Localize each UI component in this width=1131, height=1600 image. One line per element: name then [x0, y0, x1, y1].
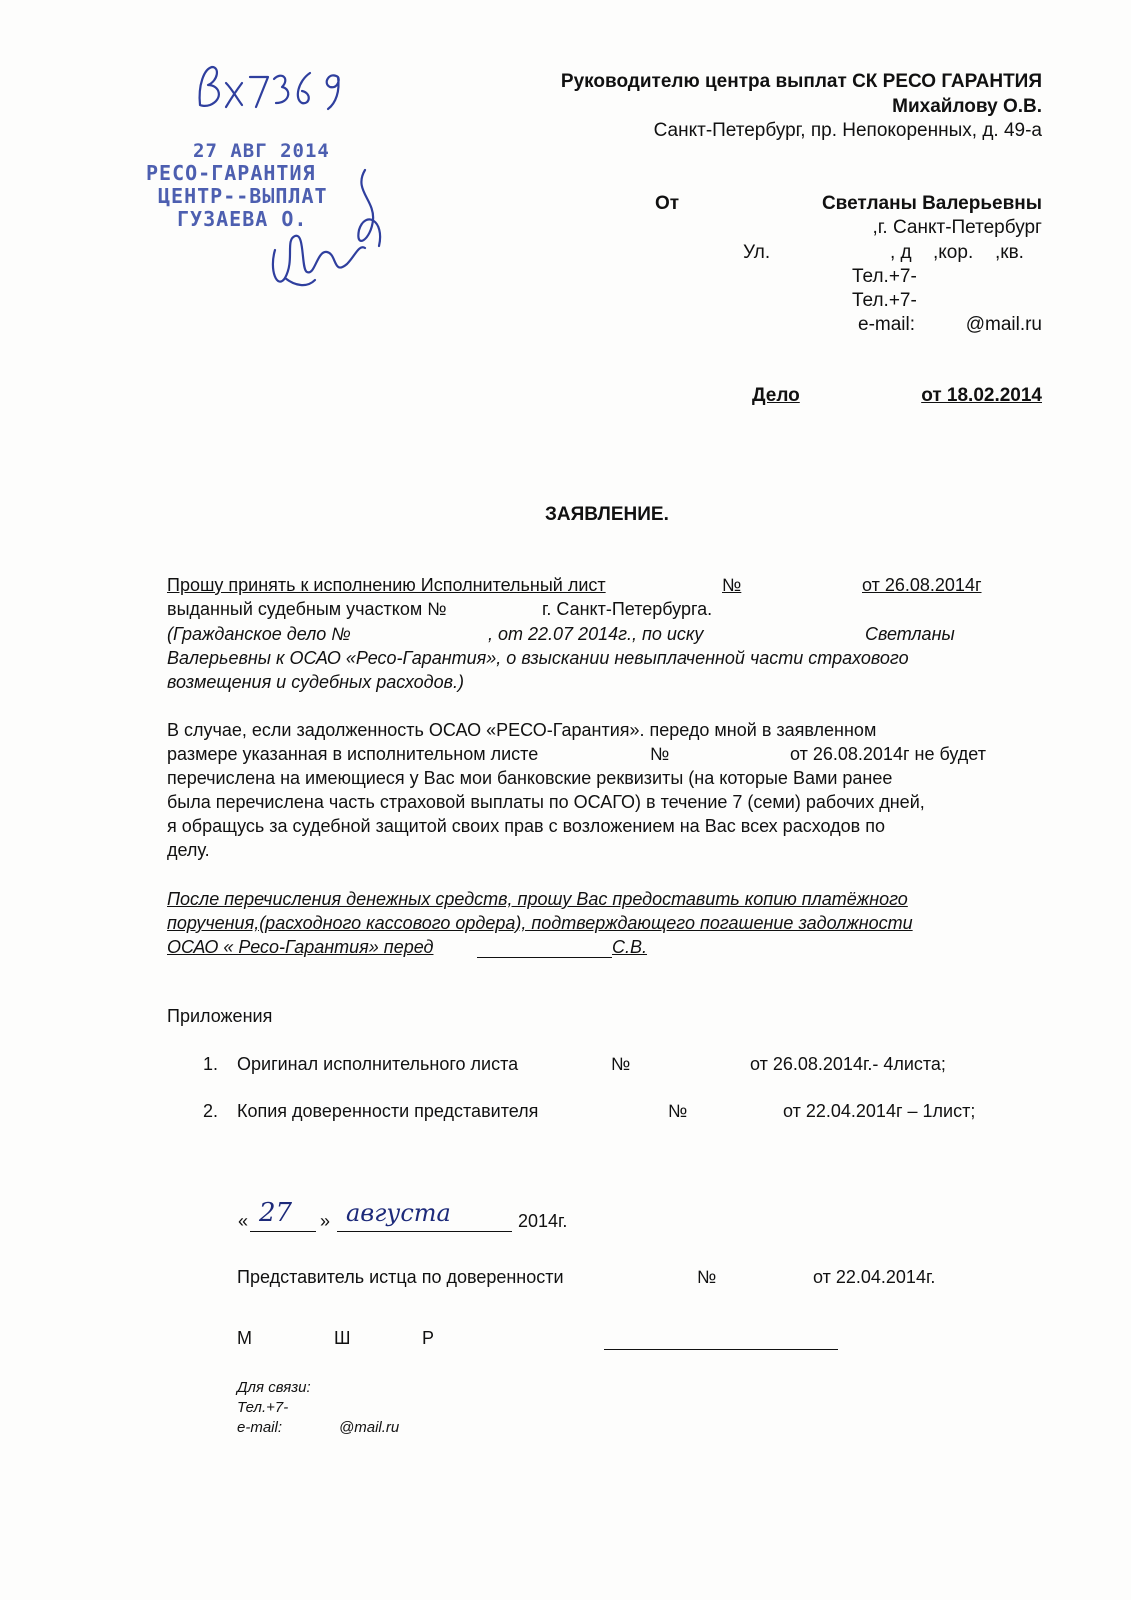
p1-line-5: возмещения и судебных расходов.) — [167, 672, 465, 692]
date-close-quote: » — [320, 1211, 331, 1231]
date-year: 2014г. — [518, 1211, 568, 1231]
attachment-item-2-tail: от 22.04.2014г – 1лист; — [783, 1101, 976, 1121]
sender-city: ,г. Санкт-Петербург — [872, 217, 1042, 238]
p2-line-4: была перечислена часть страховой выплаты по ОСАГО) в течение 7 (семи) рабочих дней, — [167, 792, 925, 812]
p3-line-2: поручения,(расходного кассового ордера), подтверждающего погашение задолжности — [167, 913, 913, 933]
p1-line-4: Валерьевны к ОСАО «Ресо-Гарантия», о взыскании невыплаченной части страхового — [167, 648, 909, 668]
attachment-item-1-no: № — [611, 1054, 631, 1074]
p3-line-3a: ОСАО « Ресо-Гарантия» перед — [167, 937, 434, 957]
p1-line-2b: г. Санкт-Петербурга. — [542, 599, 713, 619]
sender-tel-2: Тел.+7- — [852, 290, 917, 311]
addressee-line-1: Руководителю центра выплат СК РЕСО ГАРАНТИЯ — [560, 71, 1042, 92]
case-gap — [809, 385, 925, 407]
stamp-date: 27 АВГ 2014 — [193, 140, 330, 162]
p2-line-5: я обращусь за судебной защитой своих прав с возложением на Вас всех расходов по — [167, 816, 885, 836]
case-label: Дело — [752, 385, 800, 406]
sender-name: Светланы Валерьевны — [821, 193, 1042, 214]
attachment-item-2-num: 2. — [203, 1101, 219, 1121]
sender-email-domain: @mail.ru — [965, 314, 1042, 335]
attachments-heading: Приложения — [167, 1006, 273, 1026]
contacts-email-domain: @mail.ru — [339, 1419, 400, 1436]
signature-line — [604, 1349, 838, 1350]
p1-line-1-gap2 — [744, 575, 862, 596]
case-date: от 18.02.2014 — [921, 385, 1042, 406]
registration-number-handwriting — [190, 55, 350, 125]
attachment-item-2-no: № — [668, 1101, 688, 1121]
attachment-item-1-num: 1. — [203, 1054, 219, 1074]
stamp-line-1: РЕСО-ГАРАНТИЯ — [146, 161, 316, 185]
representative-initial-3: Р — [422, 1328, 435, 1348]
p1-line-1-gap1 — [642, 575, 722, 596]
addressee-line-3: Санкт-Петербург, пр. Непокоренных, д. 49-а — [653, 120, 1042, 141]
sender-house-label: , д — [890, 242, 912, 263]
date-month-handwritten: августа — [346, 1199, 451, 1227]
p1-line-3c: Светланы — [865, 624, 955, 644]
contacts-heading: Для связи: — [237, 1379, 311, 1396]
stamp-line-3: ГУЗАЕВА О. — [177, 207, 308, 231]
representative-label: Представитель истца по доверенности — [237, 1267, 564, 1287]
p2-line-2b: № — [650, 744, 670, 764]
sender-street-label: Ул. — [743, 242, 771, 263]
p2-line-2a: размере указанная в исполнительном листе — [167, 744, 539, 764]
representative-initial-2: Ш — [334, 1328, 351, 1348]
p3-line-1: После перечисления денежных средств, прошу Вас предоставить копию платёжного — [167, 889, 908, 909]
receiver-signature — [255, 160, 395, 310]
p1-line-1c: от 26.08.2014г — [862, 575, 982, 595]
representative-date: от 22.04.2014г. — [813, 1267, 936, 1287]
sender-email-label: e-mail: — [858, 314, 916, 335]
date-day-underline — [250, 1231, 316, 1232]
sender-kv-label: ,кв. — [995, 242, 1024, 263]
contacts-tel: Тел.+7- — [237, 1399, 289, 1416]
p2-line-2c: от 26.08.2014г не будет — [790, 744, 986, 764]
attachment-item-2-text: Копия доверенности представителя — [237, 1101, 539, 1121]
p3-line-3b: С.В. — [612, 937, 648, 957]
p1-line-2a: выданный судебным участком № — [167, 599, 447, 619]
p1-line-3b: , от 22.07 2014г., по иску — [488, 624, 704, 644]
attachment-item-1-text: Оригинал исполнительного листа — [237, 1054, 519, 1074]
document-title: ЗАЯВЛЕНИЕ. — [545, 504, 669, 525]
stamp-line-2: ЦЕНТР--ВЫПЛАТ — [158, 184, 328, 208]
representative-no: № — [697, 1267, 717, 1287]
p3-line-3-gap — [477, 957, 612, 958]
from-label: От — [655, 193, 680, 214]
p1-line-3a: (Гражданское дело № — [167, 624, 351, 644]
sender-korp-label: ,кор. — [933, 242, 974, 263]
p2-line-3: перечислена на имеющиеся у Вас мои банковские реквизиты (на которые Вами ранее — [167, 768, 893, 788]
p1-line-1b: № — [722, 575, 742, 595]
date-open-quote: « — [238, 1211, 249, 1231]
p2-line-6: делу. — [167, 840, 210, 860]
date-month-underline — [337, 1231, 512, 1232]
contacts-email-label: e-mail: — [237, 1419, 283, 1436]
addressee-line-2: Михайлову О.В. — [892, 96, 1042, 117]
p2-line-1: В случае, если задолженность ОСАО «РЕСО-Гарантия». передо мной в заявленном — [167, 720, 877, 740]
date-day-handwritten: 27 — [259, 1198, 293, 1228]
representative-initial-1: М — [237, 1328, 252, 1348]
p1-line-1a: Прошу принять к исполнению Исполнительный лист — [167, 575, 606, 595]
attachment-item-1-tail: от 26.08.2014г.- 4листа; — [750, 1054, 946, 1074]
sender-tel-1: Тел.+7- — [852, 266, 917, 287]
